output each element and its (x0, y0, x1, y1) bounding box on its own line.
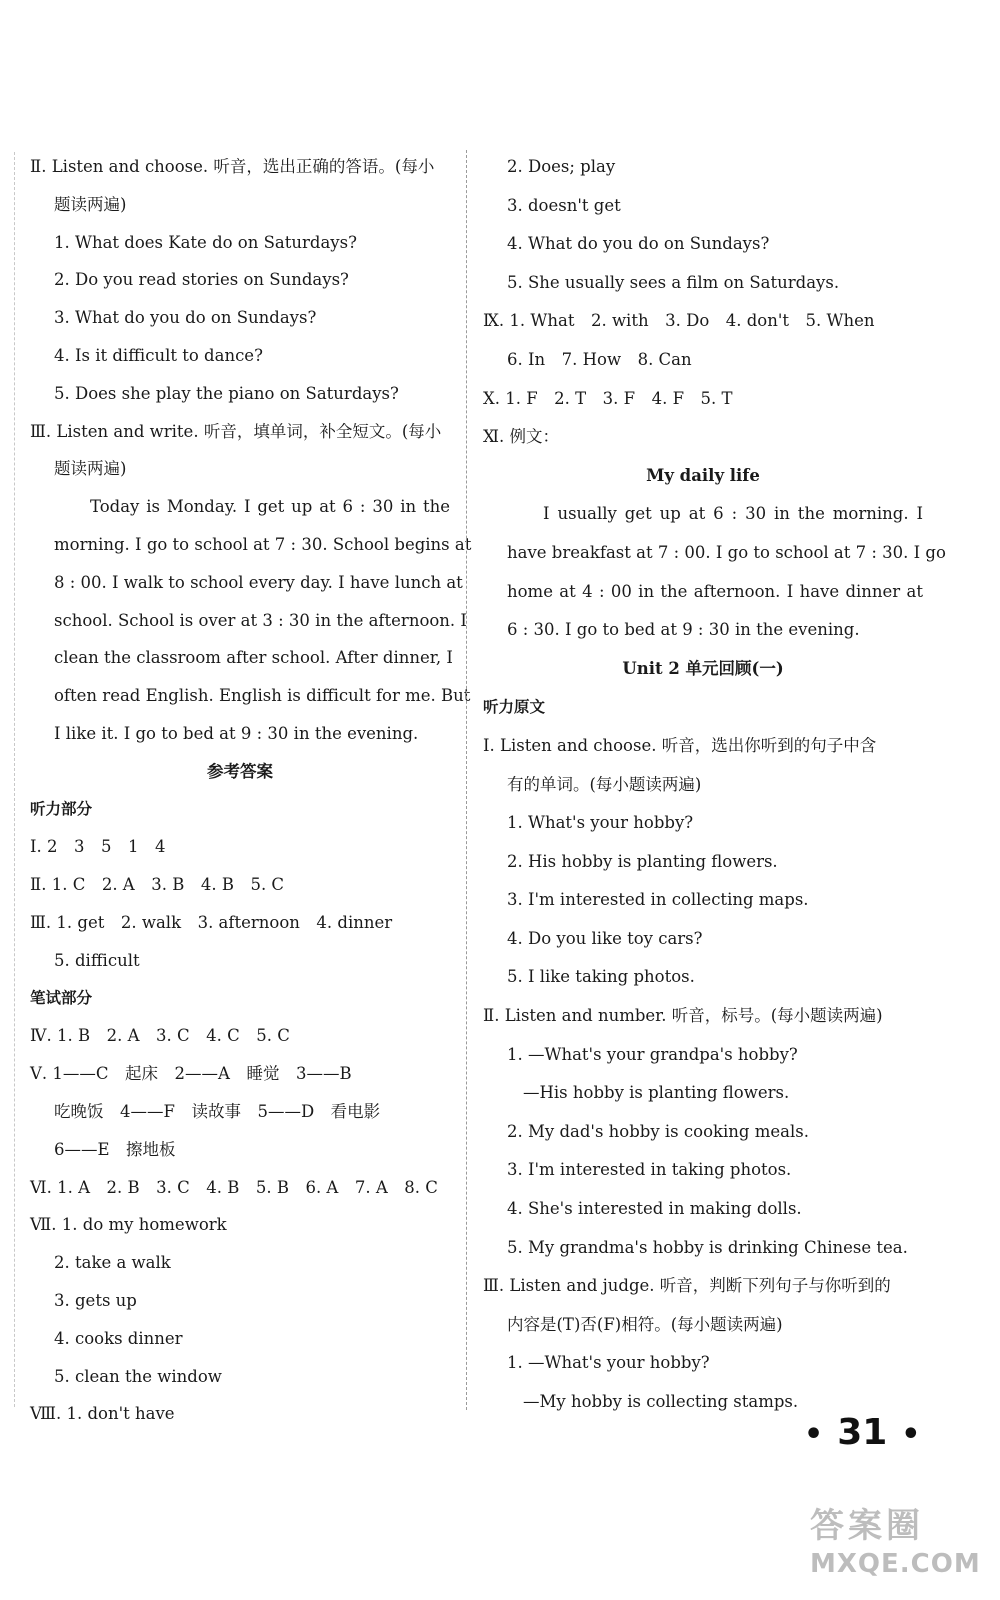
text-line: Ⅵ. 1. A 2. B 3. C 4. B 5. B 6. A 7. A 8. C (30, 1177, 438, 1197)
text-line: I like it. I go to bed at 9 : 30 in the evening. (54, 723, 419, 743)
text-line: 1. What does Kate do on Saturdays? (54, 232, 357, 252)
text-line: 3. gets up (54, 1290, 137, 1310)
left-column (30, 148, 472, 1433)
text-line: Today is Monday. I get up at 6 : 30 in the (90, 497, 450, 517)
text-line: Ⅲ. Listen and judge. 听音，判断下列句子与你听到的 (483, 1276, 891, 1296)
text-line: Unit 2 单元回顾(一) (622, 658, 784, 678)
text-line: 5. My grandma's hobby is drinking Chinese tea. (507, 1237, 908, 1257)
text-line: morning. I go to school at 7 : 30. School begins at (54, 534, 472, 554)
text-line: 吃晚饭 4——F 读故事 5——D 看电影 (54, 1101, 381, 1121)
text-line: 3. I'm interested in collecting maps. (507, 890, 809, 910)
text-line: 1. —What's your hobby? (507, 1353, 710, 1373)
text-line: Ⅱ. 1. C 2. A 3. B 4. B 5. C (30, 875, 285, 895)
text-line: I usually get up at 6 : 30 in the morning. I (543, 504, 923, 524)
text-line: 2. My dad's hobby is cooking meals. (507, 1121, 809, 1141)
text-line: 参考答案 (207, 761, 273, 781)
text-line: 5. I like taking photos. (507, 967, 695, 987)
text-line: Ⅲ. Listen and write. 听音，填单词，补全短文。(每小 (30, 421, 442, 441)
text-line: often read English. English is difficult for me. But (54, 686, 471, 706)
text-line: 3. What do you do on Sundays? (54, 308, 317, 328)
binding-line (14, 152, 15, 1407)
text-line: 3. I'm interested in taking photos. (507, 1160, 792, 1180)
page-number-value: 31 (837, 1412, 888, 1453)
text-line: 笔试部分 (30, 988, 93, 1007)
text-line: Ⅲ. 1. get 2. walk 3. afternoon 4. dinner (30, 912, 393, 932)
text-line: Ⅰ. 2 3 5 1 4 (30, 837, 166, 857)
text-line: 6——E 擦地板 (54, 1139, 176, 1159)
text-line: 5. Does she play the piano on Saturdays? (54, 383, 399, 403)
text-line: school. School is over at 3 : 30 in the afternoon. I (54, 610, 467, 630)
text-line: 4. Is it difficult to dance? (54, 345, 263, 365)
text-line: 听力部分 (30, 799, 93, 818)
page-number-dot-right: • (901, 1417, 921, 1452)
text-line: My daily life (646, 465, 760, 485)
text-line: 题读两遍) (54, 194, 127, 214)
text-line: 有的单词。(每小题读两遍) (507, 774, 702, 794)
text-line: 2. take a walk (54, 1253, 171, 1273)
text-line: home at 4 : 00 in the afternoon. I have dinner at (507, 581, 923, 601)
text-line: 4. What do you do on Sundays? (507, 234, 770, 254)
text-line: 题读两遍) (54, 459, 127, 479)
text-line: —My hobby is collecting stamps. (523, 1392, 799, 1411)
text-line: 2. Do you read stories on Sundays? (54, 270, 349, 290)
text-line: Ⅰ. Listen and choose. 听音，选出你听到的句子中含 (483, 735, 877, 755)
text-line: 4. Do you like toy cars? (507, 928, 703, 948)
text-line: 听力原文 (483, 698, 546, 717)
text-line: Ⅸ. 1. What 2. with 3. Do 4. don't 5. When (483, 311, 875, 331)
text-line: 8 : 00. I walk to school every day. I have lunch at (54, 572, 463, 592)
page-number (790, 1408, 934, 1458)
page-number-dot-left: • (804, 1417, 824, 1452)
text-line: 2. Does; play (507, 157, 616, 176)
watermark-url: MXQE.COM (810, 1549, 981, 1579)
text-line: —His hobby is planting flowers. (523, 1083, 790, 1103)
text-line: Ⅺ. 例文： (483, 427, 559, 447)
text-line: 3. doesn't get (507, 195, 621, 215)
text-line: 1. —What's your grandpa's hobby? (507, 1044, 798, 1064)
text-line: 6. In 7. How 8. Can (507, 349, 692, 369)
watermark (810, 1505, 985, 1595)
text-line: 4. cooks dinner (54, 1328, 183, 1348)
text-line: Ⅱ. Listen and choose. 听音，选出正确的答语。(每小 (30, 157, 435, 176)
watermark-logo-text: 答案圈 (810, 1506, 924, 1546)
column-divider (466, 150, 467, 1410)
text-line: 5. She usually sees a film on Saturdays. (507, 272, 840, 292)
text-line: 2. His hobby is planting flowers. (507, 851, 778, 871)
text-line: Ⅶ. 1. do my homework (30, 1215, 227, 1235)
text-line: Ⅹ. 1. F 2. T 3. F 4. F 5. T (483, 388, 733, 408)
text-line: 5. difficult (54, 950, 140, 970)
text-line: 内容是(T)否(F)相符。(每小题读两遍) (507, 1314, 783, 1334)
right-column (483, 148, 946, 1422)
text-line: Ⅴ. 1——C 起床 2——A 睡觉 3——B (30, 1064, 352, 1084)
text-line: 4. She's interested in making dolls. (507, 1199, 802, 1219)
text-line: 1. What's your hobby? (507, 813, 694, 833)
text-line: 5. clean the window (54, 1366, 222, 1386)
text-line: Ⅷ. 1. don't have (30, 1404, 175, 1424)
text-line: Ⅳ. 1. B 2. A 3. C 4. C 5. C (30, 1026, 290, 1046)
text-line: 6 : 30. I go to bed at 9 : 30 in the evening. (507, 620, 860, 640)
text-line: Ⅱ. Listen and number. 听音，标号。(每小题读两遍) (483, 1006, 883, 1026)
text-line: have breakfast at 7 : 00. I go to school at 7 : 30. I go (507, 542, 946, 562)
text-line: clean the classroom after school. After dinner, I (54, 648, 453, 668)
